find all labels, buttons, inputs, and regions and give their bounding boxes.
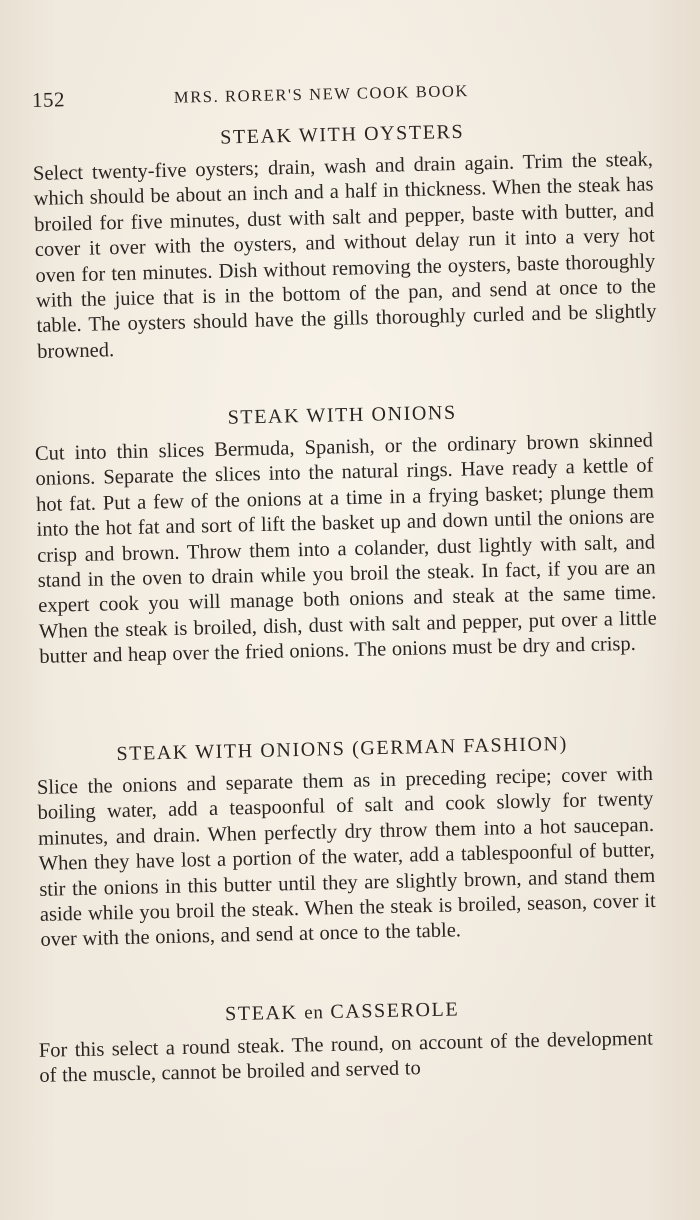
recipe-steak-en-casserole (32, 994, 654, 1090)
recipe-title: STEAK WITH ONIONS (227, 401, 457, 429)
recipe-steak-with-onions (32, 396, 658, 670)
recipe-steak-with-onions-german (32, 730, 657, 954)
recipe-title: STEAK WITH ONIONS (GERMAN FASHION) (116, 732, 569, 766)
page-number: 152 (31, 87, 66, 112)
recipe-steak-with-oysters (32, 115, 657, 365)
recipe-body: Select twenty-five oysters; drain, wash and drain again. Trim the steak, which should be about an inch and a half in thickness. When the steak has broiled for five minutes, dust with salt and pepper, baste with butter, and cover it over with the oysters, and without delay run it into a very hot oven for ten minutes. Dish without removing the oysters, baste thoroughly with the juice that is in the bottom of the pan, and send at once to the table. The oysters should have the gills thoroughly curled and be slightly browned. (32, 148, 657, 363)
running-head (32, 74, 660, 116)
book-title: MRS. RORER'S NEW COOK BOOK (173, 81, 470, 107)
recipe-body: Cut into thin slices Bermuda, Spanish, or the ordinary brown skinned onions. Separate the slices into the natural rings. Have ready a kettle of hot fat. Put a few of the onions at a time in a frying basket; plunge them into the hot fat and sort of lift the basket up and down until the onions are crisp and brown. Throw them into a colander, dust lightly with salt, and stand in the oven to drain while you broil the steak. In fact, if you are an expert cook you will manage both onions and steak at the same time. When the steak is broiled, dish, dust with salt and pepper, put over a little butter and heap over the fried onions. The onions must be dry and crisp. (34, 429, 657, 669)
recipe-title: STEAK WITH OYSTERS (219, 120, 465, 149)
recipe-title-part: CASSEROLE (323, 998, 460, 1024)
recipe-title (32, 994, 652, 1031)
recipe-body: For this select a round steak. The round, on account of the development of the muscle, cannot be broiled and served to (38, 1027, 653, 1088)
recipe-body: Slice the onions and separate them as in preceding recipe; cover with boiling water, add a teaspoonful of salt and cook slowly for twenty minutes, and drain. When perfectly dry throw them into a hot saucepan. When they have lost a portion of the water, add a tablespoonful of butter, stir the onions in this butter until they are slightly brown, and stand them aside while you broil the steak. When the steak is broiled, season, cover it over with the onions, and send at once to the table. (36, 762, 656, 952)
recipe-title-part-lowercase: en (304, 1002, 324, 1024)
recipe-title-part: STEAK (224, 1001, 305, 1026)
